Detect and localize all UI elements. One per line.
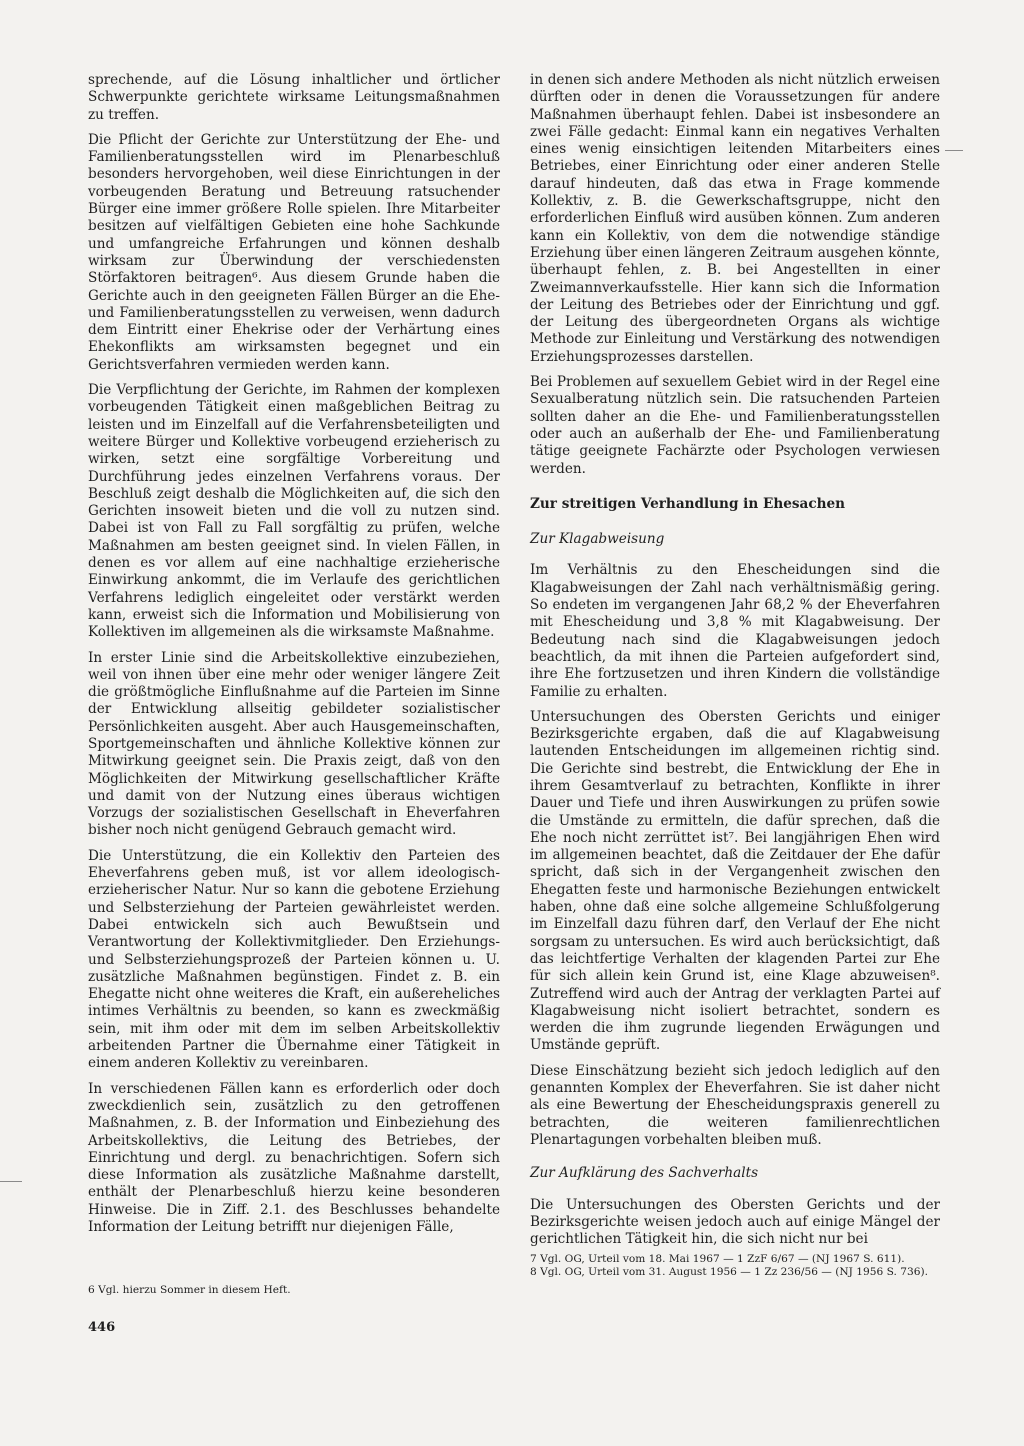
- scan-mark: [945, 150, 963, 151]
- footnotes-left: [88, 1284, 500, 1297]
- paragraph: Die Verpflichtung der Gerichte, im Rahmen der komplexen vorbeugenden Tätigkeit einen maßgeblichen Beitrag zu leisten und im Einzelfall auf die Verfahrensbeteiligten und weitere Bürger und Kollektive vorbeugend erzieherisch zu wirken, setzt eine sorgfältige Vorbereitung und Durchführung jedes einzelnen Verfahrens voraus. Der Beschluß zeigt deshalb die Möglichkeiten auf, die sich den Gerichten insoweit bieten und die voll zu nutzen sind. Dabei ist von Fall zu Fall sorgfältig zu prüfen, welche Maßnahmen am besten geeignet sind. In vielen Fällen, in denen es vor allem auf eine nachhaltige erzieherische Einwirkung ankommt, die im Verlaufe des gerichtlichen Verfahrens lediglich eingeleitet oder verstärkt werden kann, erweist sich die Information und Mobilisierung von Kollektiven im allgemeinen als die wirksamste Maßnahme.: [88, 382, 500, 641]
- paragraph: Die Unterstützung, die ein Kollektiv den Parteien des Eheverfahrens geben muß, ist vor allem ideologisch-erzieherischer Natur. Nur so kann die gebotene Erziehung und Selbsterziehung der Parteien gewährleistet werden. Dabei entwickeln sich auch Bewußtsein und Verantwortung der Kollektivmitglieder. Den Erziehungs- und Selbsterziehungsprozeß der Parteien können u. U. zusätzliche Maßnahmen begünstigen. Findet z. B. ein Ehegatte nicht ohne weiteres die Kraft, ein außereheliches intimes Verhältnis zu beenden, so kann es zweckmäßig sein, mit ihm oder mit dem im selben Arbeitskollektiv arbeitenden Partner die Übernahme einer Tätigkeit in einem anderen Kollektiv zu vereinbaren.: [88, 847, 500, 1072]
- paragraph: Die Untersuchungen des Obersten Gerichts und der Bezirksgerichte weisen jedoch auch auf einige Mängel der gerichtlichen Tätigkeit hin, die sich nicht nur bei: [530, 1196, 940, 1248]
- right-column: [530, 72, 940, 1256]
- paragraph: In verschiedenen Fällen kann es erforderlich oder doch zweckdienlich sein, zusätzlich zu den getroffenen Maßnahmen, z. B. der Information und Einbeziehung des Arbeitskollektivs, die Leitung des Betriebes, der Einrichtung und dergl. zu benachrichtigen. Sofern sich diese Information als zusätzliche Maßnahme darstellt, enthält der Plenarbeschluß hierzu keine besonderen Hinweise. Die in Ziff. 2.1. des Beschlusses behandelte Information der Leitung betrifft nur diejenigen Fälle,: [88, 1080, 500, 1235]
- paragraph: sprechende, auf die Lösung inhaltlicher und örtlicher Schwerpunkte gerichtete wirksame Leitungsmaßnahmen zu treffen.: [88, 72, 500, 123]
- paragraph: Die Pflicht der Gerichte zur Unterstützung der Ehe- und Familienberatungsstellen wird im Plenarbeschluß besonders hervorgehoben, weil diese Einrichtungen in der vorbeugenden Beratung und Betreuung ratsuchender Bürger eine immer größere Rolle spielen. Ihre Mitarbeiter besitzen auf vielfältigen Gebieten eine hohe Sachkunde und umfangreiche Erfahrungen und können deshalb wirksam zur Überwindung der verschiedensten Störfaktoren beitragen⁶. Aus diesem Grunde haben die Gerichte auch in den geeigneten Fällen Bürger an die Ehe- und Familienberatungsstellen zu verweisen, wenn dadurch dem Eintritt einer Ehekrise oder der Verhärtung eines Ehekonflikts am wirksamsten begegnet und ein Gerichtsverfahren vermieden werden kann.: [88, 131, 500, 373]
- paragraph: Diese Einschätzung bezieht sich jedoch lediglich auf den genannten Komplex der Eheverfahren. Sie ist daher nicht als eine Bewertung der Ehescheidungspraxis generell zu betrachten, die weiteren familienrechtlichen Plenartagungen vorbehalten bleiben muß.: [530, 1062, 940, 1148]
- paragraph: Untersuchungen des Obersten Gerichts und einiger Bezirksgerichte ergaben, daß die auf Klagabweisung lautenden Entscheidungen im allgemeinen richtig sind. Die Gerichte sind bestrebt, die Entwicklung der Ehe in ihrem Gesamtverlauf zu betrachten, Konflikte in ihrer Dauer und Tiefe und ihren Auswirkungen zu prüfen sowie die Umstände zu ermitteln, die dafür sprechen, daß die Ehe noch nicht zerrüttet ist⁷. Bei langjährigen Ehen wird im allgemeinen beachtet, daß die Zeitdauer der Ehe dafür spricht, daß sich in der Vergangenheit zwischen den Ehegatten feste und harmonische Beziehungen entwickelt haben, ohne daß eine solche allgemeine Schlußfolgerung im Einzelfall dazu führen darf, den Verlauf der Ehe nicht sorgsam zu untersuchen. Es wird auch berücksichtigt, daß das leichtfertige Verhalten der klagenden Partei zur Ehe für sich allein kein Grund ist, eine Klage abzuweisen⁸. Zutreffend wird auch der Antrag der verklagten Partei auf Klagabweisung nicht isoliert betrachtet, sondern es werden die ihm zugrunde liegenden Erwägungen und Umstände geprüft.: [530, 708, 940, 1054]
- footnotes-right: [530, 1253, 940, 1279]
- section-heading: Zur streitigen Verhandlung in Ehesachen: [530, 495, 846, 512]
- page-number: 446: [88, 1320, 116, 1335]
- footnote: 8 Vgl. OG, Urteil vom 31. August 1956 — 1 Zz 236/56 — (NJ 1956 S. 736).: [530, 1266, 928, 1279]
- footnote: 7 Vgl. OG, Urteil vom 18. Mai 1967 — 1 ZzF 6/67 — (NJ 1967 S. 611).: [530, 1253, 905, 1265]
- left-column: [88, 72, 500, 1244]
- subsection-heading: Zur Aufklärung des Sachverhalts: [530, 1165, 759, 1182]
- paragraph: Im Verhältnis zu den Ehescheidungen sind die Klagabweisungen der Zahl nach verhältnismäßig gering. So endeten im vergangenen Jahr 68,2 % der Eheverfahren mit Ehescheidung und 3,8 % mit Klagabweisung. Der Bedeutung nach sind die Klagabweisungen jedoch beachtlich, da mit ihnen die Parteien aufgefordert sind, ihre Ehe fortzusetzen und ihren Kindern die vollständige Familie zu erhalten.: [530, 562, 940, 700]
- paragraph: In erster Linie sind die Arbeitskollektive einzubeziehen, weil von ihnen über eine mehr oder weniger längere Zeit die größtmögliche Einflußnahme auf die Parteien im Sinne der Entwicklung allseitig gebildeter sozialistischer Persönlichkeiten ausgeht. Aber auch Hausgemeinschaften, Sportgemeinschaften und ähnliche Kollektive können zur Mitwirkung geeignet sein. Die Praxis zeigt, daß von den Möglichkeiten der Mitwirkung gesellschaftlicher Kräfte und damit von der Nutzung eines überaus wichtigen Vorzugs der sozialistischen Gesellschaft in Eheverfahren bisher noch nicht genügend Gebrauch gemacht wird.: [88, 649, 500, 839]
- subsection-heading: Zur Klagabweisung: [530, 531, 665, 548]
- paragraph: Bei Problemen auf sexuellem Gebiet wird in der Regel eine Sexualberatung nützlich sein. Die ratsuchenden Parteien sollten daher an die Ehe- und Familienberatungsstellen oder auch an außerhalb der Ehe- und Familienberatung tätige geeignete Fachärzte oder Psychologen verwiesen werden.: [530, 374, 940, 477]
- paragraph: in denen sich andere Methoden als nicht nützlich erweisen dürften oder in denen die Voraussetzungen für andere Maßnahmen überhaupt fehlen. Dabei ist insbesondere an zwei Fälle gedacht: Einmal kann ein negatives Verhalten eines wenig einsichtigen leitenden Mitarbeiters eines Betriebes, einer Einrichtung oder einer anderen Stelle darauf hindeuten, daß das etwa in Frage kommende Kollektiv, z. B. die Gewerkschaftsgruppe, nicht den erforderlichen Einfluß wird ausüben können. Zum anderen kann ein Kollektiv, von dem die notwendige ständige Erziehung über einen längeren Zeitraum ausgehen könnte, überhaupt fehlen, z. B. bei Angestellten in einer Zweimannverkaufsstelle. Hier kann sich die Information der Leitung des Betriebes oder der Einrichtung und ggf. der Leitung des übergeordneten Organs als wichtige Methode zur Einleitung und Verstärkung des notwendigen Erziehungsprozesses darstellen.: [530, 72, 940, 365]
- scan-mark: [0, 1181, 22, 1182]
- footnote: 6 Vgl. hierzu Sommer in diesem Heft.: [88, 1284, 291, 1296]
